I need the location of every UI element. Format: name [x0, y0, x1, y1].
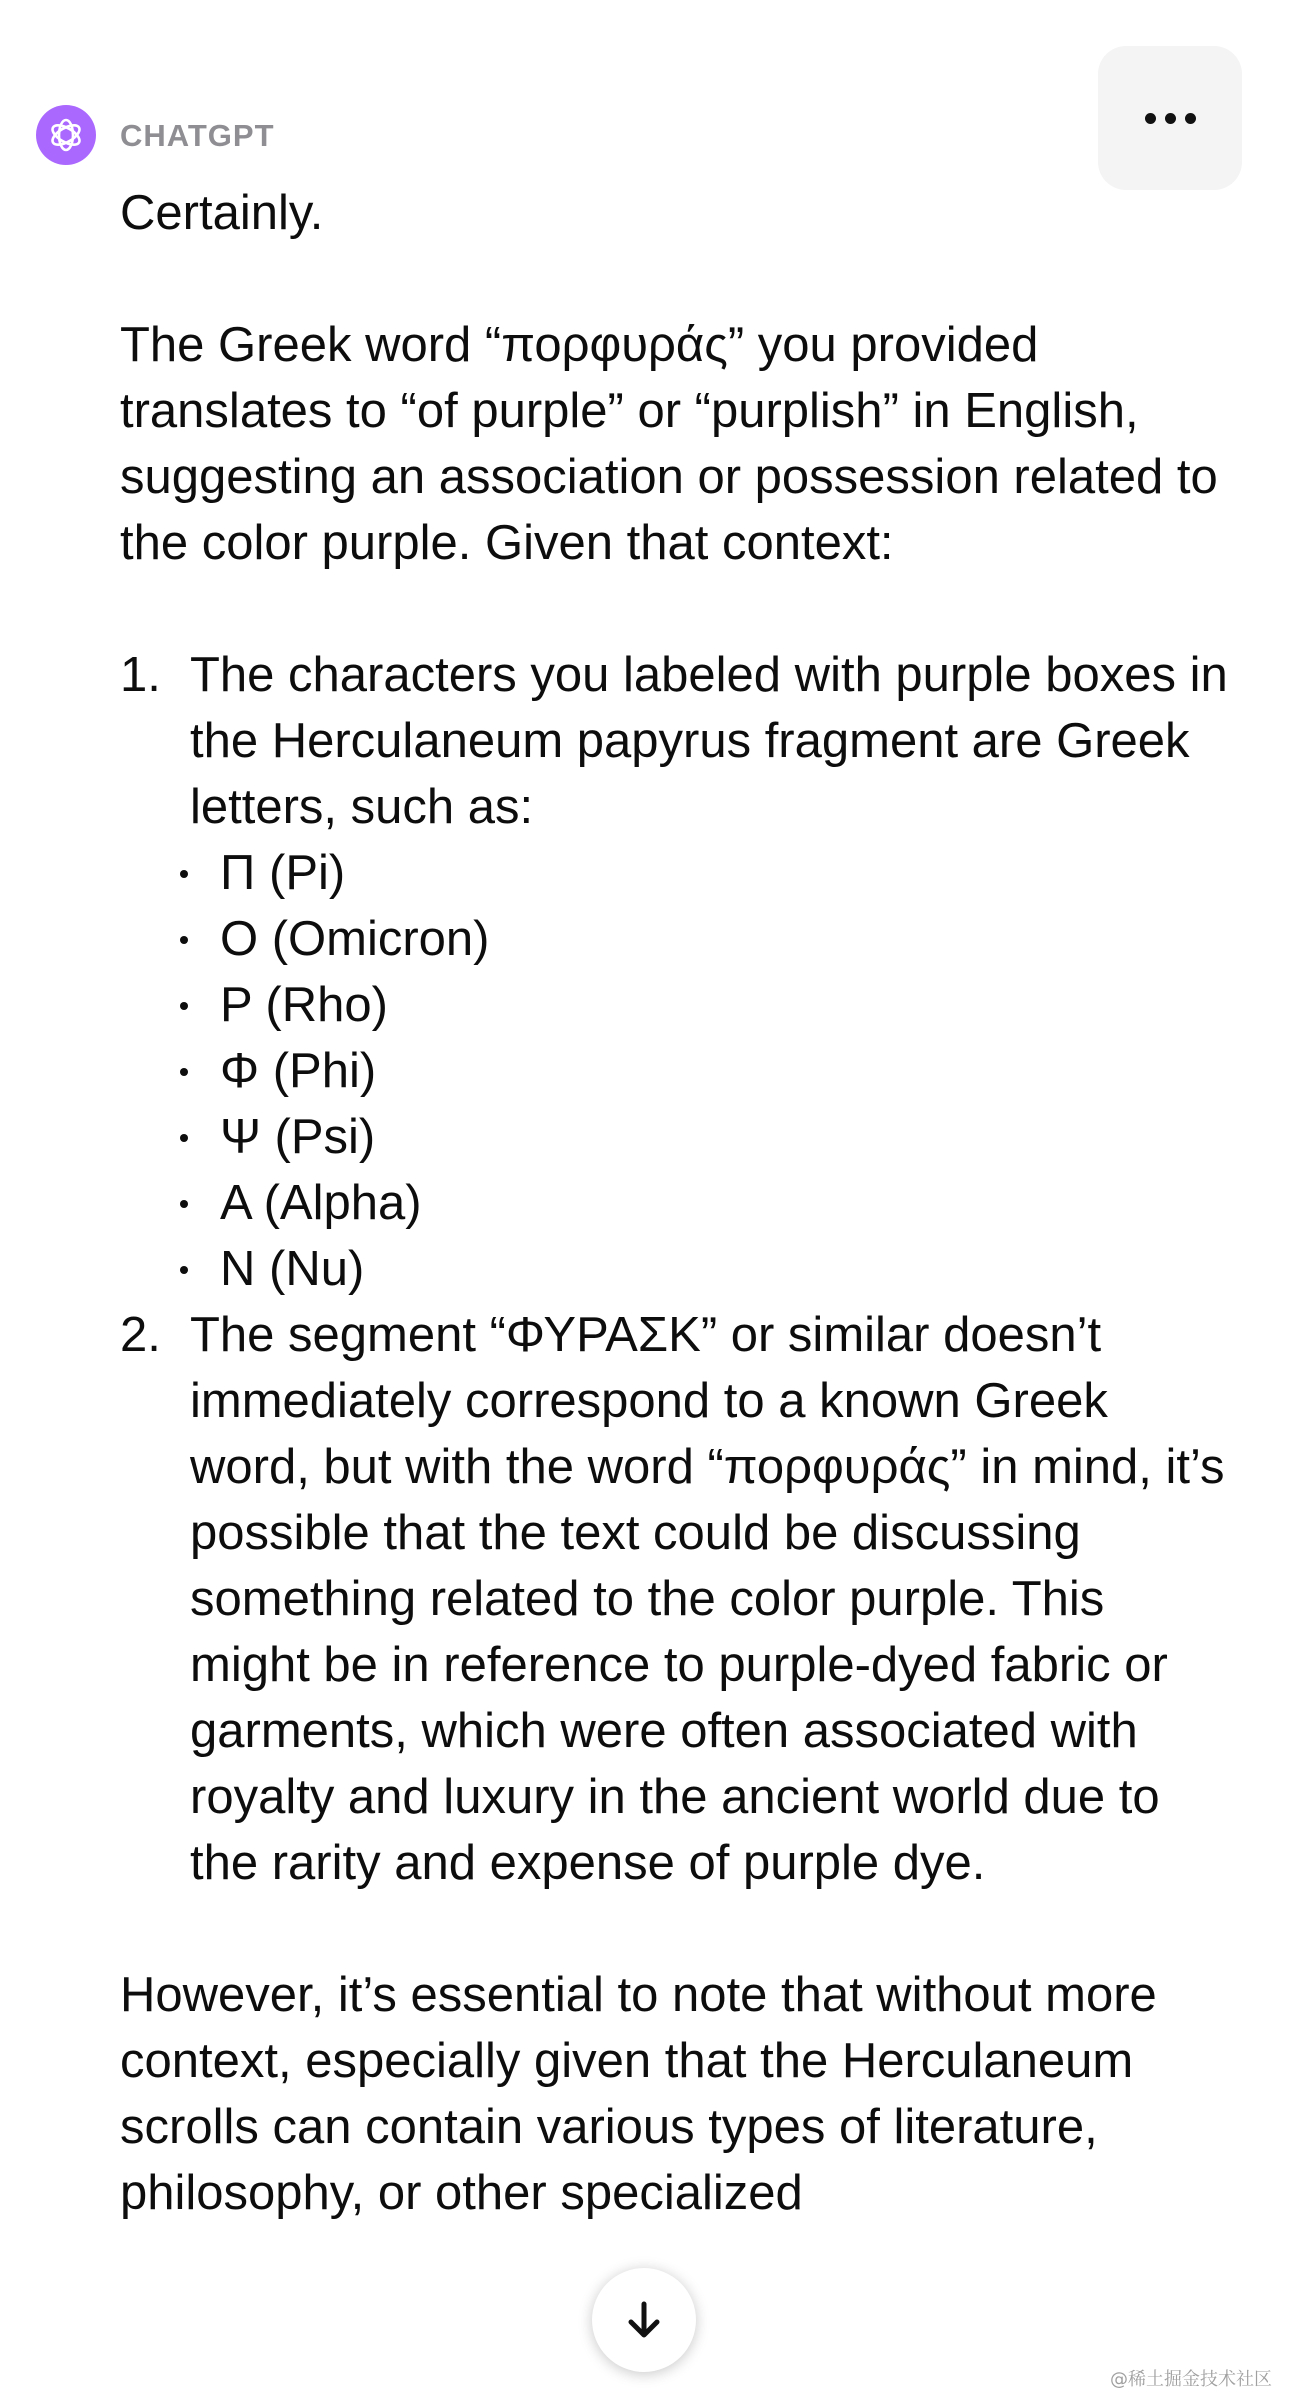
message-intro: The Greek word “πορφυράς” you provided translates to “of purple” or “purplish” in English, suggesting an association or possession related to the color purple. Given that context: [120, 318, 1218, 570]
assistant-message [120, 180, 1230, 2226]
letter-list [190, 840, 1230, 1302]
letter-item: Α (Alpha) [190, 1170, 1230, 1236]
letter-item: Φ (Phi) [190, 1038, 1230, 1104]
list-item [120, 642, 1230, 1302]
ellipsis-icon [1145, 113, 1156, 124]
watermark: @稀土掘金技术社区 [1110, 2369, 1272, 2390]
list-number: 2. [120, 1308, 161, 1362]
letter-item: Ρ (Rho) [190, 972, 1230, 1038]
ellipsis-icon [1185, 113, 1196, 124]
openai-logo-icon [46, 115, 86, 155]
more-options-button[interactable] [1098, 46, 1242, 190]
list-item [120, 1302, 1230, 1896]
message-opening: Certainly. [120, 186, 324, 240]
letter-item: Π (Pi) [190, 840, 1230, 906]
list-item-text: The segment “ΦΥΡΑΣΚ” or similar doesn’t immediately correspond to a known Greek word, but with the word “πορφυράς” in mind, it’s possible that the text could be discussing something related to the color purple. This might be in reference to purple-dyed fabric or garments, which were often associated with royalty and luxury in the ancient world due to the rarity and expense of purple dye. [190, 1308, 1225, 1890]
letter-item: Ο (Omicron) [190, 906, 1230, 972]
arrow-down-icon [622, 2298, 666, 2342]
letter-item: Ν (Nu) [190, 1236, 1230, 1302]
numbered-list [120, 642, 1230, 1896]
message-closing: However, it’s essential to note that without more context, especially given that the Herculaneum scrolls can contain various types of literature, philosophy, or other specialized [120, 1968, 1157, 2220]
list-item-text: The characters you labeled with purple boxes in the Herculaneum papyrus fragment are Greek letters, such as: [190, 648, 1228, 834]
sender-label: CHATGPT [120, 118, 275, 153]
avatar [36, 105, 96, 165]
letter-item: Ψ (Psi) [190, 1104, 1230, 1170]
scroll-down-button[interactable] [592, 2268, 696, 2372]
list-number: 1. [120, 648, 161, 702]
ellipsis-icon [1165, 113, 1176, 124]
